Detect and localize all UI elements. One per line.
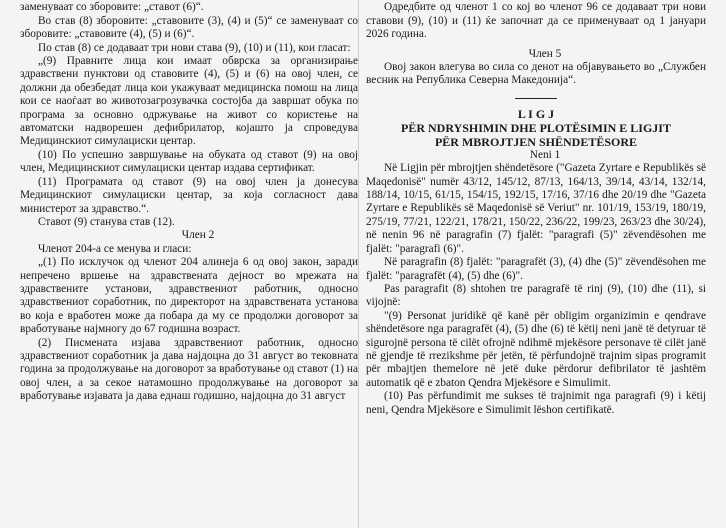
- paragraph: Ставот (9) станува став (12).: [38, 215, 175, 228]
- right-column: [366, 0, 706, 417]
- law-title-line-1: PËR NDRYSHIMIN DHE PLOTËSIMIN E LIGJIT: [401, 120, 671, 135]
- paragraph: Në paragrafin (8) fjalët: "paragrafët (3), (4) dhe (5)" zëvendësohen me fjalët: "paragrafët (4), (5) dhe (6)".: [366, 256, 706, 282]
- paragraph: Pas paragrafit (8) shtohen tre paragrafë të rinj (9), (10) dhe (11), si vijojnë:: [366, 282, 706, 309]
- paragraph: По став (8) се додаваат три нови става (9), (10) и (11), кои гласат:: [38, 41, 351, 54]
- paragraph: Членот 204-а се менува и гласи:: [38, 242, 192, 255]
- law-label: L I G J: [517, 106, 555, 121]
- left-column: [20, 0, 358, 404]
- paragraph: (10) Pas përfundimit me sukses të trajnimit nga paragrafi (9) i këtij neni, Qendra Mjekësore e Simulimit lëshon certifikatë.: [366, 390, 706, 416]
- paragraph: „(1) По исклучок од членот 204 алинеја 6 од овој закон, заради непречено вршење на здравствената дејност во мрежата на здравствените установи, здравствениот работник, односно здравствениот соработник, по директорот на здравствената установа во која е вработен може да побара да му се продолжи договорот за вработување најмногу до 67 годишна возраст.: [20, 256, 358, 336]
- paragraph: Во став (8) зборовите: „ставовите (3), (4) и (5)“ се заменуваат со зборовите: „ставовите (4), (5) и (6)“.: [20, 14, 358, 41]
- article-heading: Член 2: [181, 229, 215, 242]
- law-title-line-2: PËR MBROJTJEN SHËNDETËSORE: [434, 134, 638, 149]
- article-heading: Член 5: [528, 47, 562, 60]
- section-divider: [515, 98, 557, 99]
- paragraph: "(9) Personat juridikë që kanë për obligim organizimin e qendrave shëndetësore nga paragrafët (4), (5) dhe (6) të këtij neni janë të detyruar të sigurojnë persona të cilët ofrojnë ndihmë mjekësore personave të cilët janë në gjendje të rrezikshme për jetën, të përfundojnë trajnim sipas programit për mbajtjen themelore në jetë duke përdorur defibrilator të jashtëm automatik që e zbaton Qendra Mjekësore e Simulimit.: [366, 309, 706, 389]
- paragraph: (10) По успешно завршување на обуката од ставот (9) на овој член, Медицинскиот симулациски центар издава сертификат.: [20, 148, 358, 175]
- paragraph: заменуваат со зборовите: „ставот (6)“.: [20, 1, 204, 14]
- paragraph: (2) Писмената изјава здравствениот работник, односно здравствениот соработник ја дава најдоцна до 31 август во тековната година за продолжување на договорот за вработување од ставот (1) на овој член, а за секое натамошно продолжување на договорот за вработување изјавата ја дава еднаш годишно, најдоцна до 31 август: [20, 336, 358, 403]
- paragraph: Одредбите од членот 1 со кој во членот 96 се додаваат три нови ставови (9), (10) и (11) ќе започнат да се применуваат од 1 јануари 2026 година.: [366, 1, 706, 41]
- article-heading: Neni 1: [529, 148, 561, 161]
- column-divider: [358, 0, 359, 528]
- paragraph: Në Ligjin për mbrojtjen shëndetësore ("Gazeta Zyrtare e Republikës së Maqedonisë" numër 43/12, 145/12, 87/13, 164/13, 39/14, 43/14, 132/14, 188/14, 10/15, 61/15, 154/15, 192/15, 17/16, 37/16 dhe 20/19 dhe "Gazeta Zyrtare e Republikës së Maqedonisë së Veriut" nr. 101/19, 153/19, 180/19, 275/19, 77/21, 122/21, 178/21, 150/22, 236/22, 199/23, 263/23 dhe 30/24), në nenin 96 në paragrafin (7) fjalët: "paragrafi (5)" zëvendësohen me fjalët: "paragrafi (6)".: [366, 162, 706, 255]
- paragraph: (11) Програмата од ставот (9) на овој член ја донесува Медицинскиот симулациски центар, за која согласност дава министерот за здравство.“.: [20, 175, 358, 215]
- paragraph: „(9) Правните лица кои имаат обврска за организирање здравствени пунктови од ставовите (4), (5) и (6) на овој член, се должни да обезбедат лица кои укажуваат медицинска помош на лица кои се наоѓаат во животозагрозувачка состојба да завршат обука по програма за основно одржување на живот со користење на автоматски надворешен дефибрилатор, којашто ја спроведува Медицинскиот симулациски центар.: [20, 55, 358, 148]
- paragraph: Овој закон влегува во сила со денот на објавувањето во „Службен весник на Република Северна Македонија“.: [366, 61, 706, 87]
